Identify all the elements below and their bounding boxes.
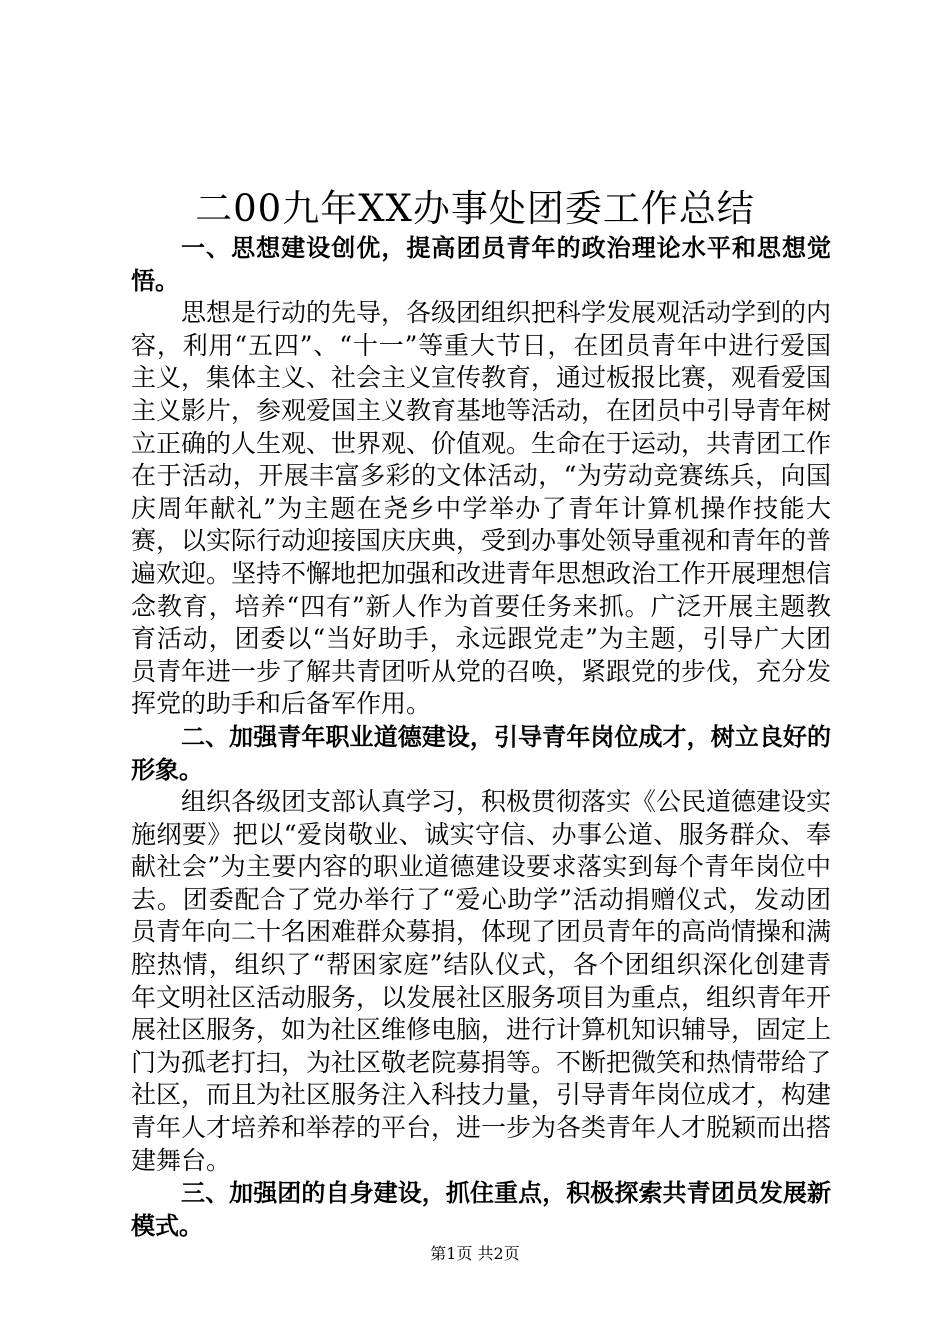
document-body [131, 232, 831, 1242]
document-title: 二00九年XX办事处团委工作总结 [195, 187, 755, 230]
section-3-heading: 三、加强团的自身建设，抓住重点，积极探索共青团员发展新模式。 [131, 1179, 831, 1240]
section-1-paragraph: 思想是行动的先导，各级团组织把科学发展观活动学到的内容，利用“五四”、“十一”等重大节日，在团员青年中进行爱国主义，集体主义、社会主义宣传教育，通过板报比赛，观看爱国主义影片，参观爱国主义教育基地等活动，在团员中引导青年树立正确的人生观、世界观、价值观。生命在于运动，共青团工作在于活动，开展丰富多彩的文体活动，“为劳动竞赛练兵，向国庆周年献礼”为主题在尧乡中学举办了青年计算机操作技能大赛，以实际行动迎接国庆庆典，受到办事处领导重视和青年的普遍欢迎。坚持不懈地把加强和改进青年思想政治工作开展理想信念教育，培养“四有”新人作为首要任务来抓。广泛开展主题教育活动，团委以“当好助手，永远跟党走”为主题，引导广大团员青年进一步了解共青团听从党的召唤，紧跟党的步伐，充分发挥党的助手和后备军作用。 [131, 298, 832, 719]
section-1-heading: 一、思想建设创优，提高团员青年的政治理论水平和思想觉悟。 [131, 234, 831, 295]
section-2-paragraph: 组织各级团支部认真学习，积极贯彻落实《公民道德建设实施纲要》把以“爱岗敬业、诚实守信、办事公道、服务群众、奉献社会”为主要内容的职业道德建设要求落实到每个青年岗位中去。团委配合了党办举行了“爱心助学”活动捐赠仪式，发动团员青年向二十名困难群众募捐，体现了团员青年的高尚情操和满腔热情，组织了“帮困家庭”结队仪式，各个团组织深化创建青年文明社区活动服务，以发展社区服务项目为重点，组织青年开展社区服务，如为社区维修电脑，进行计算机知识辅导，固定上门为孤老打扫，为社区敬老院募捐等。不断把微笑和热情带给了社区，而且为社区服务注入科技力量，引导青年岗位成才，构建青年人才培养和举荐的平台，进一步为各类青年人才脱颖而出搭建舞台。 [131, 787, 832, 1175]
page-number: 第1页 共2页 [430, 1244, 520, 1263]
section-2-heading: 二、加强青年职业道德建设，引导青年岗位成才，树立良好的形象。 [131, 722, 831, 784]
